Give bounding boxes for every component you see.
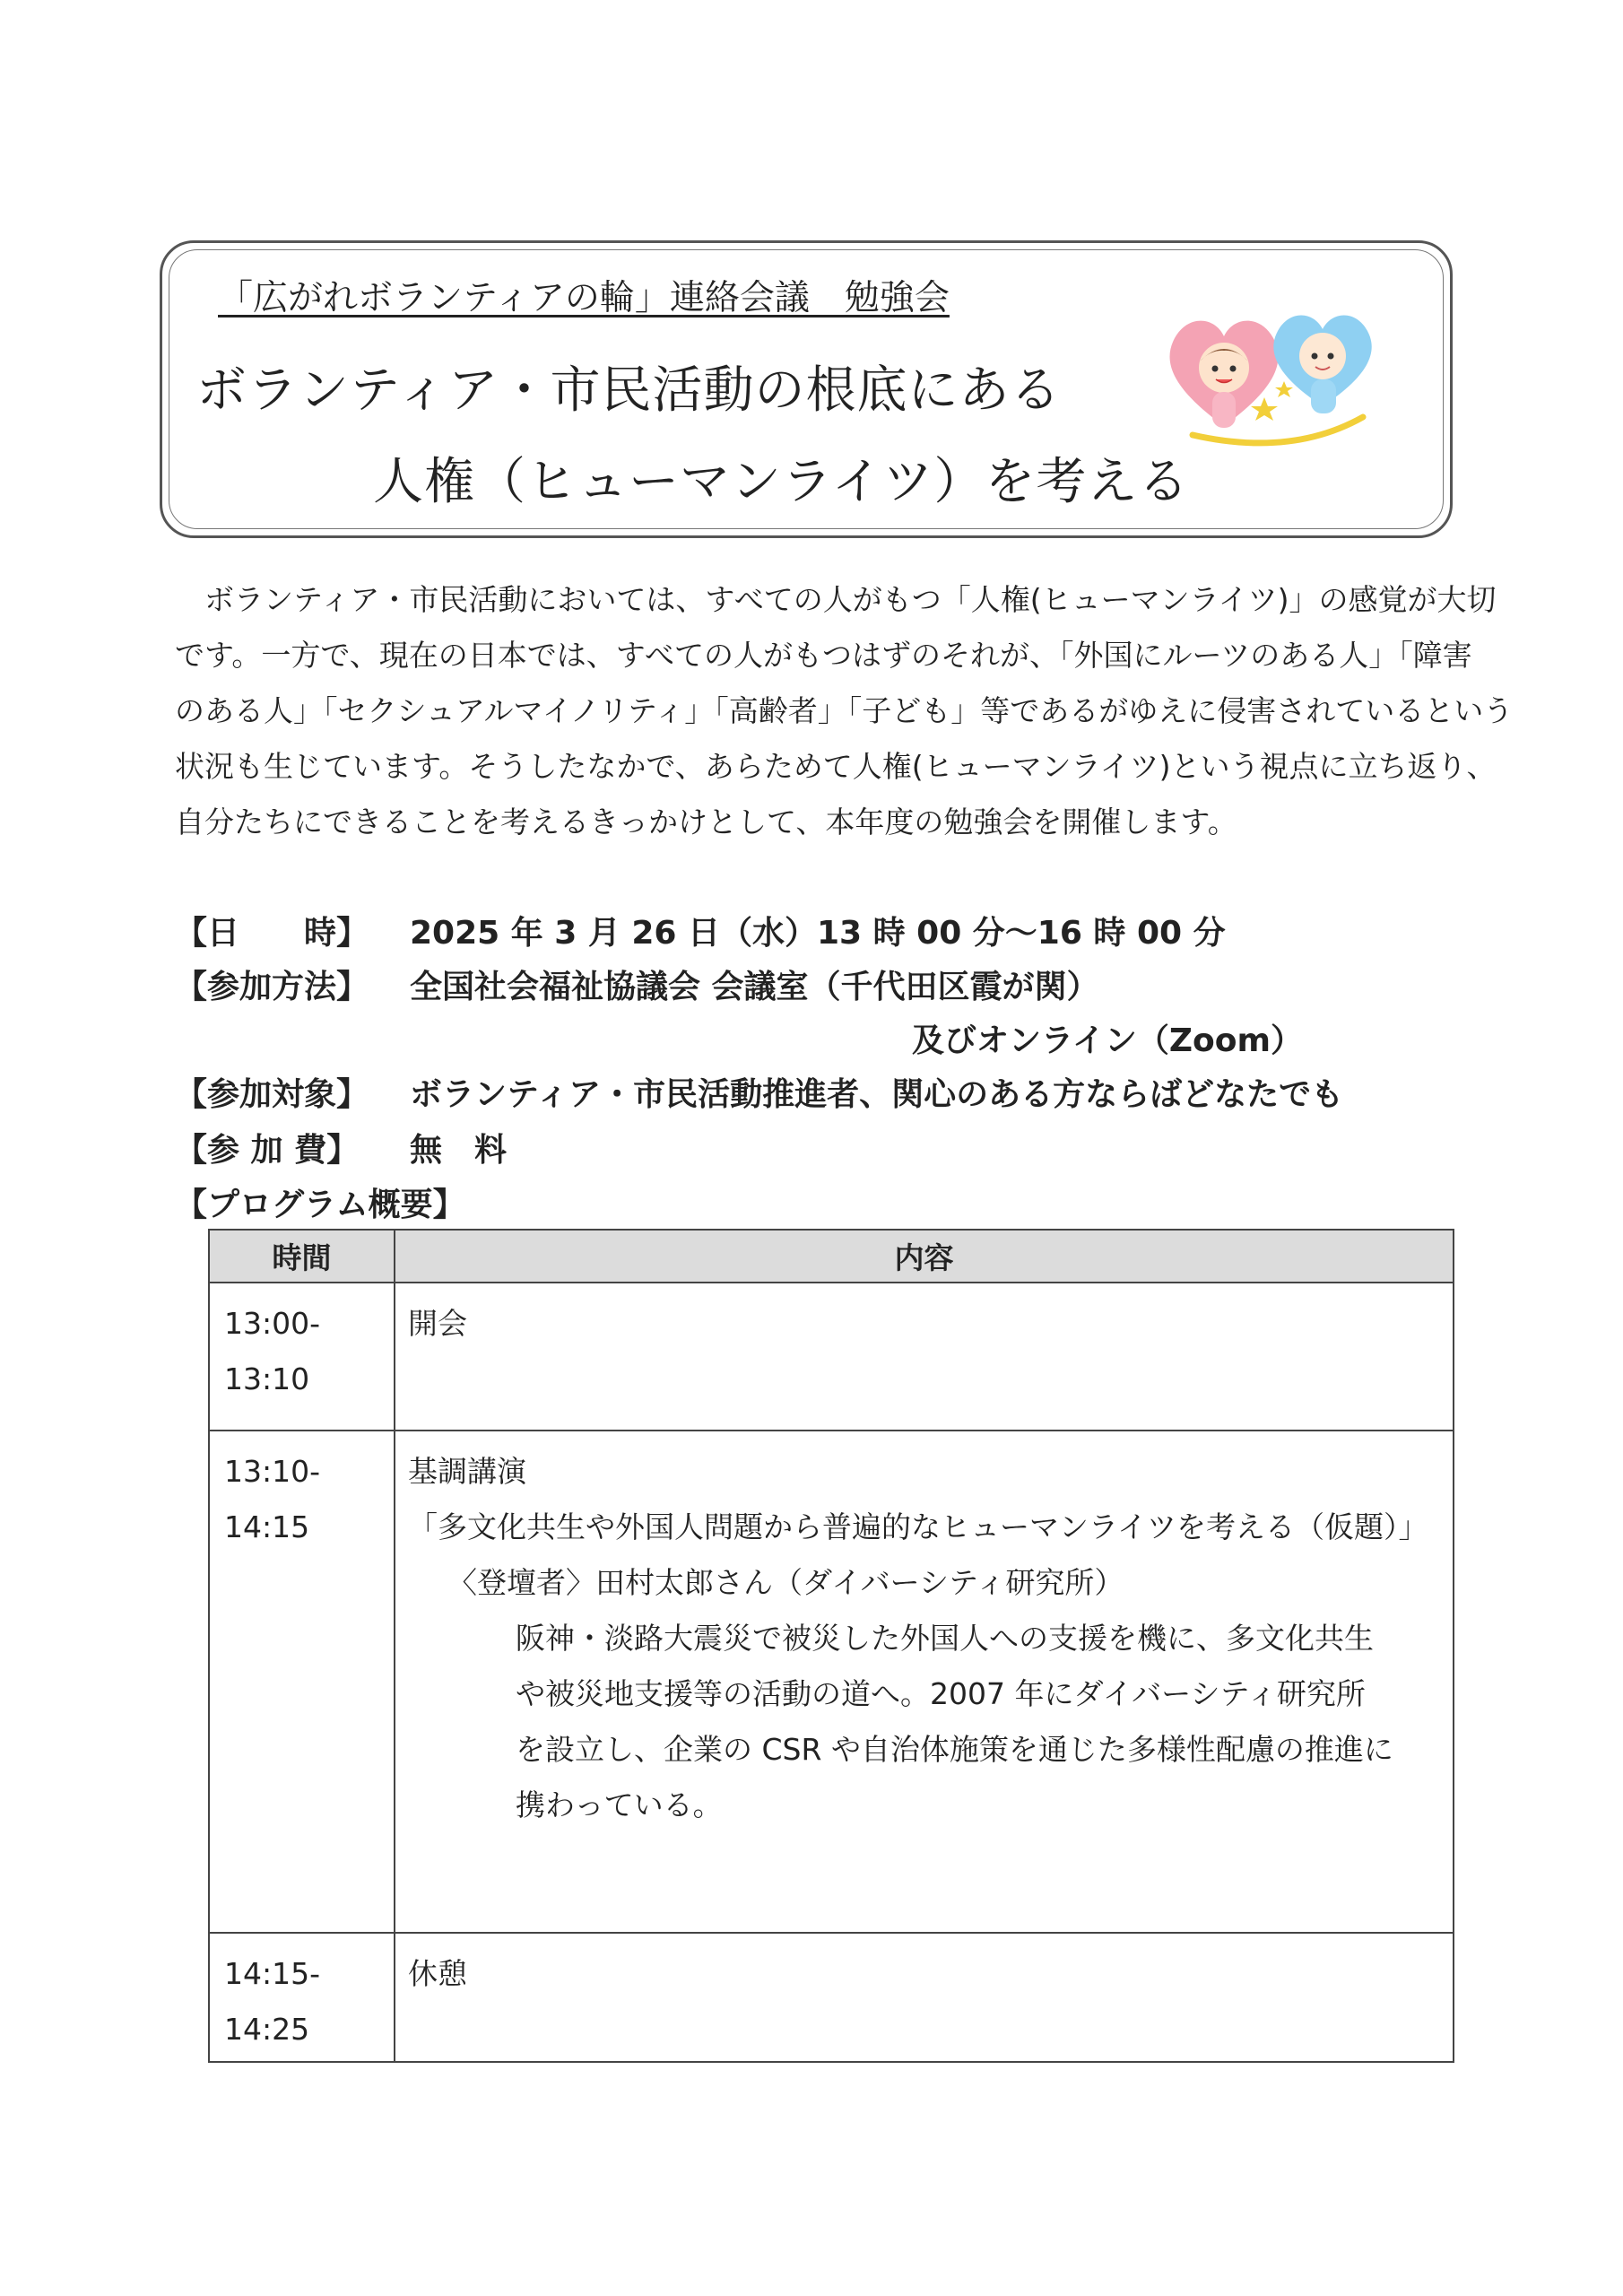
content-line: や被災地支援等の活動の道へ。2007 年にダイバーシティ研究所 (516, 1676, 1366, 1711)
intro-line: のある人」「セクシュアルマイノリティ」「高齢者」「子ども」等であるがゆえに侵害されているという (175, 693, 1514, 728)
table-header-row (209, 1230, 1454, 1283)
intro-line: 自分たちにできることを考えるきっかけとして、本年度の勉強会を開催します。 (175, 804, 1237, 839)
program-heading: 【プログラム概要】 (175, 1187, 465, 1223)
title-line-2: 人権（ヒューマンライツ）を考える (373, 453, 1190, 511)
method-value: 全国社会福祉協議会 会議室（千代田区霞が関） (410, 969, 1099, 1005)
content-line: 開会 (408, 1306, 467, 1341)
intro-line: です。一方で、現在の日本では、すべての人がもつはずのそれが、「外国にルーツのある人」「障害 (175, 638, 1472, 673)
datetime-value: 2025 年 3 月 26 日（水）13 時 00 分～16 時 00 分 (410, 915, 1226, 952)
time-end: 14:25 (224, 2012, 310, 2047)
target-label: 【参加対象】 (175, 1076, 369, 1113)
content-line: 携わっている。 (516, 1787, 723, 1822)
time-start: 14:15- (224, 1956, 321, 1991)
content-cell (395, 1431, 1454, 1933)
content-line: 休憩 (408, 1956, 467, 1991)
col-content-header: 内容 (395, 1230, 1454, 1283)
fee-label: 【参 加 費】 (175, 1132, 360, 1169)
table-row (209, 1283, 1454, 1431)
time-cell (209, 1431, 395, 1933)
program-table (208, 1229, 1454, 2063)
time-start: 13:10- (224, 1454, 321, 1489)
intro-paragraph (175, 572, 1514, 850)
content-line: 〈登壇者〉田村太郎さん（ダイバーシティ研究所） (447, 1565, 1124, 1600)
table-row (209, 1431, 1454, 1933)
time-cell (209, 1283, 395, 1431)
content-line: 「多文化共生や外国人問題から普遍的なヒューマンライツを考える（仮題）」 (408, 1509, 1428, 1544)
time-end: 13:10 (224, 1361, 310, 1396)
time-cell (209, 1933, 395, 2062)
col-time-header: 時間 (209, 1230, 395, 1283)
content-cell (395, 1283, 1454, 1431)
content-line: 阪神・淡路大震災で被災した外国人への支援を機に、多文化共生 (516, 1621, 1374, 1656)
heart-mascots-icon (1157, 291, 1399, 471)
time-start: 13:00- (224, 1306, 321, 1341)
table-row (209, 1933, 1454, 2062)
intro-line: 状況も生じています。そうしたなかで、あらためて人権(ヒューマンライツ)という視点に立ち返り、 (175, 749, 1497, 784)
datetime-label: 【日 時】 (175, 915, 369, 952)
intro-line: ボランティア・市民活動においては、すべての人がもつ「人権(ヒューマンライツ)」の感覚が大切 (175, 582, 1497, 617)
time-end: 14:15 (224, 1509, 310, 1544)
content-cell (395, 1933, 1454, 2062)
fee-value: 無 料 (410, 1132, 508, 1169)
title-line-1: ボランティア・市民活動の根底にある (196, 361, 1062, 420)
target-value: ボランティア・市民活動推進者、関心のある方ならばどなたでも (410, 1076, 1344, 1113)
method-value-2: 及びオンライン（Zoom） (912, 1022, 1304, 1059)
content-line: 基調講演 (408, 1454, 526, 1489)
method-label: 【参加方法】 (175, 969, 369, 1005)
event-subtitle: 「広がれボランティアの輪」連絡会議 勉強会 (218, 278, 950, 318)
content-line: を設立し、企業の CSR や自治体施策を通じた多様性配慮の推進に (516, 1732, 1393, 1767)
